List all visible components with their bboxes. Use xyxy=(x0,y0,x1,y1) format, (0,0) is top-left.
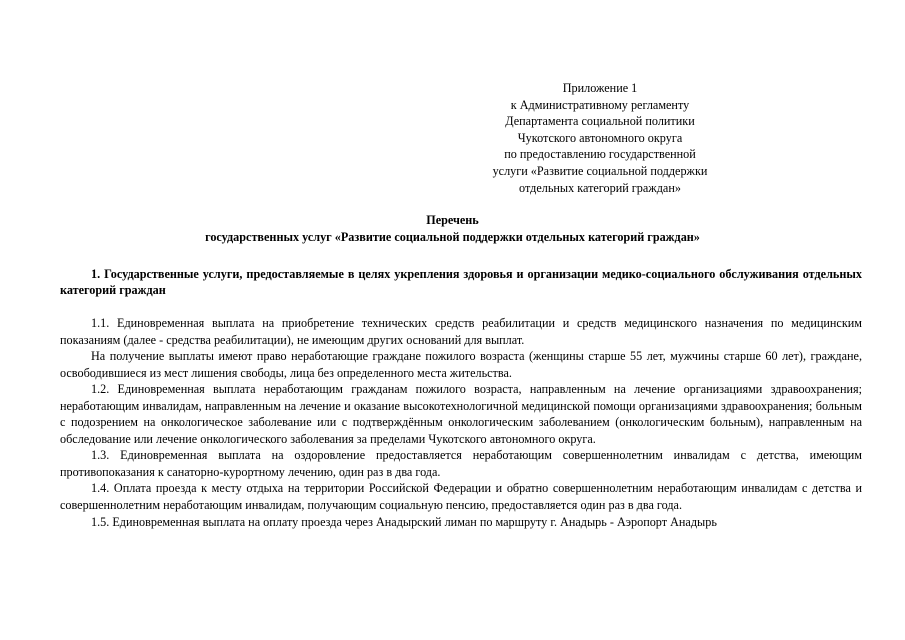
section-body xyxy=(60,315,862,530)
paragraph-1-5: 1.5. Единовременная выплата на оплату проезда через Анадырский лиман по маршруту г. Анадырь - Аэропорт Анадырь xyxy=(91,514,717,529)
section-heading: 1. Государственные услуги, предоставляемые в целях укрепления здоровья и организации медико-социального обслуживания отдельных категорий граждан xyxy=(60,267,862,297)
paragraph-eligibility: На получение выплаты имеют право неработающие граждане пожилого возраста (женщины старше 55 лет, мужчины старше 60 лет), граждане, освободившиеся из мест лишения свободы, лица без определенного места жительства. xyxy=(60,349,862,380)
title-line-1: Перечень xyxy=(426,213,479,227)
appendix-line: к Административному регламенту xyxy=(510,97,690,112)
appendix-line: Приложение 1 xyxy=(562,81,638,95)
appendix-line: Чукотского автономного округа xyxy=(517,130,683,145)
appendix-line: по предоставлению государственной xyxy=(504,147,696,162)
document-title xyxy=(0,212,905,245)
paragraph-1-4: 1.4. Оплата проезда к месту отдыха на территории Российской Федерации и обратно совершеннолетним неработающим инвалидам с детства и совершеннолетним неработающим инвалидам, получающим социальную пенсию, предоставляется один раз в два года. xyxy=(60,481,862,513)
paragraph-1-2: 1.2. Единовременная выплата неработающим гражданам пожилого возраста, направленным на лечение организациями здравоохранения; неработающим инвалидам, направленным на лечение и оказание высокотехнологичной медицинской помощи организациями здравоохранения; больным с подозрением на онкологическое заболевание или с подтверждённым онкологическим заболеванием (онкологическим больным), направленным на обследование или лечение онкологического заболевания за пределами Чукотского автономного округа. xyxy=(60,382,862,446)
appendix-block xyxy=(455,80,745,196)
appendix-line: Департамента социальной политики xyxy=(505,114,695,129)
appendix-line: услуги «Развитие социальной поддержки xyxy=(492,163,708,178)
paragraph-1-1: 1.1. Единовременная выплата на приобретение технических средств реабилитации и средств медицинского назначения по медицинским показаниям (далее - средства реабилитации), не имеющим других оснований для выплат. xyxy=(60,316,862,347)
appendix-line: отдельных категорий граждан» xyxy=(519,180,681,195)
title-line-2: государственных услуг «Развитие социальной поддержки отдельных категорий граждан» xyxy=(205,229,700,244)
paragraph-1-3: 1.3. Единовременная выплата на оздоровление предоставляется неработающим совершеннолетним инвалидам с детства, имеющим противопоказания к санаторно-курортному лечению, один раз в два года. xyxy=(60,448,862,479)
